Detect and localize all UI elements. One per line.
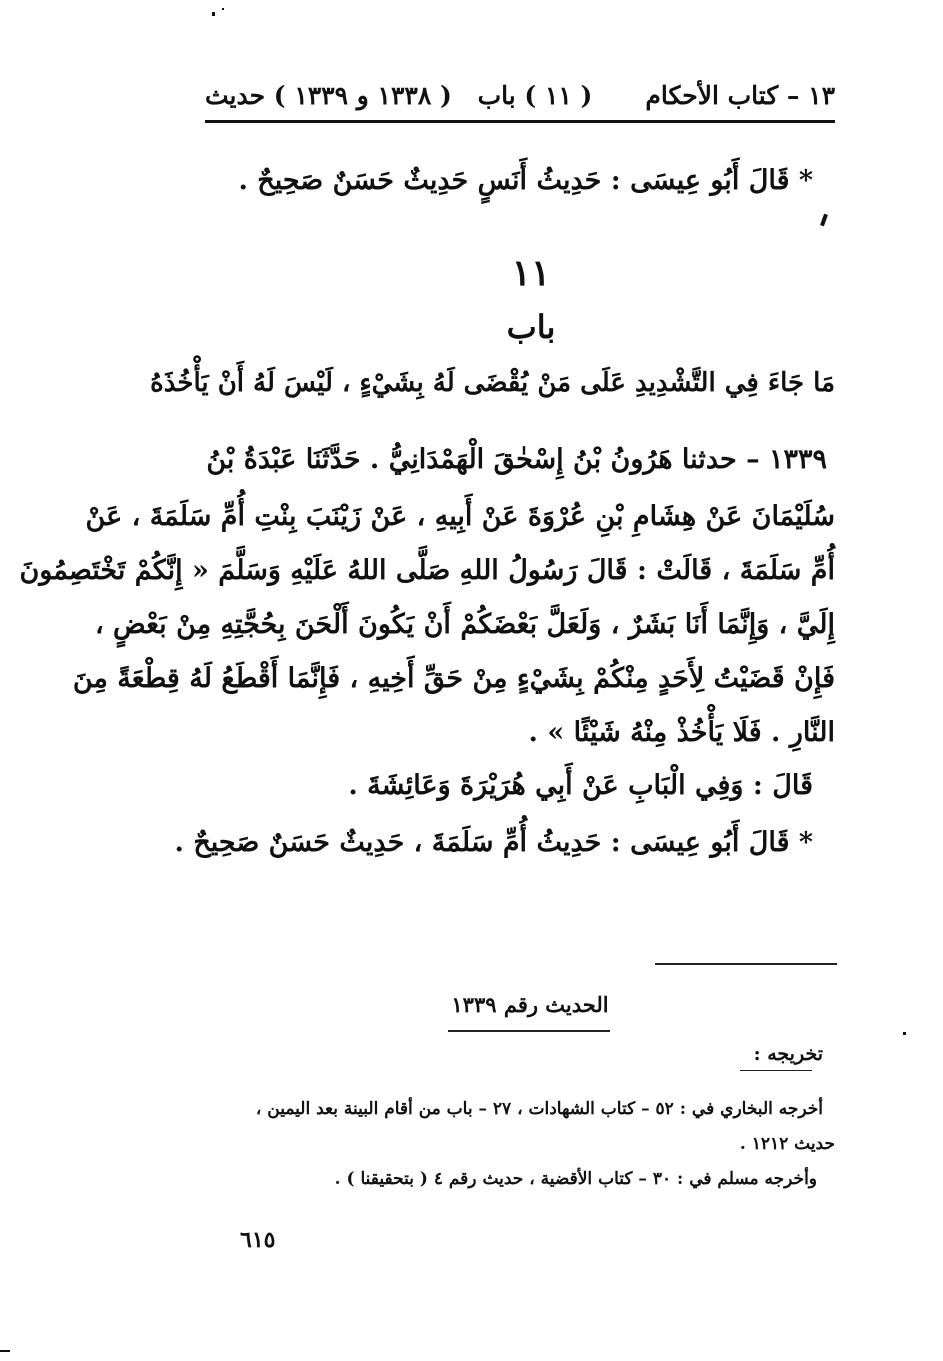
footnote-title: الحديث رقم ١٣٣٩: [451, 992, 609, 1017]
chapter-number: ١١: [511, 252, 551, 294]
page-number: ٦١٥: [240, 1227, 276, 1253]
header-rule: [205, 120, 835, 123]
footnote-heading: تخريجه :: [753, 1043, 823, 1065]
scan-speck: [820, 214, 828, 227]
running-header: [205, 74, 835, 118]
hadith-line: فَإِنْ قَضَيْتُ لِأَحَدٍ مِنْكُمْ بِشَيْءٍ مِنْ حَقِّ أَخِيهِ ، فَإِنَّمَا أَقْطَعُ لَهُ قِطْعَةً مِنَ: [72, 663, 835, 694]
chapter-title: مَا جَاءَ فِي التَّشْدِيدِ عَلَى مَنْ يُقْضَى لَهُ بِشَيْءٍ ، لَيْسَ لَهُ أَنْ يَأْخُذَهُ: [150, 368, 835, 398]
footnote-title-underline: [448, 1030, 610, 1032]
scan-speck: [0, 1350, 10, 1352]
footnote-line: أخرجه البخاري في : ٥٢ – كتاب الشهادات ، ٢٧ – باب من أقام البينة بعد اليمين ،: [255, 1099, 823, 1119]
header-chapter: ( ١١ ) باب: [477, 81, 593, 110]
footnote-line: وأخرجه مسلم في : ٣٠ – كتاب الأقضية ، حديث رقم ٤ ( بتحقيقنا ) .: [334, 1169, 817, 1189]
header-hadith-range: ( ١٣٣٨ و ١٣٣٩ ) حديث: [205, 81, 452, 110]
scan-speck: [212, 12, 215, 16]
grading-line: * قَالَ أَبُو عِيسَى : حَدِيثُ أُمِّ سَلَمَةَ ، حَدِيثٌ حَسَنٌ صَحِيحٌ .: [174, 827, 813, 858]
chapter-word: باب: [506, 308, 556, 346]
header-book-title: ١٣ – كتاب الأحكام: [645, 81, 835, 110]
hadith-line: النَّارِ . فَلَا يَأْخُذْ مِنْهُ شَيْئًا » .: [528, 717, 835, 748]
hadith-line: ١٣٣٩ – حدثنا هَرُونُ بْنُ إِسْحٰقَ الْهَمْدَانِيُّ . حَدَّثَنَا عَبْدَةُ بْنُ: [206, 444, 827, 475]
chapter-also-line: قَالَ : وَفِي الْبَابِ عَنْ أَبِي هُرَيْرَةَ وَعَائِشَةَ .: [348, 770, 813, 801]
scan-speck: [903, 1032, 906, 1035]
footnote-line: حديث ١٢١٢ .: [739, 1134, 835, 1154]
footnote-separator: [655, 963, 837, 965]
hadith-line: إِلَيَّ ، وَإِنَّمَا أَنَا بَشَرٌ ، وَلَعَلَّ بَعْضَكُمْ أَنْ يَكُونَ أَلْحَنَ بِحُجَّتِهِ مِنْ بَعْضٍ ،: [94, 609, 835, 640]
previous-grading-line: * قَالَ أَبُو عِيسَى : حَدِيثُ أَنَسٍ حَدِيثٌ حَسَنٌ صَحِيحٌ .: [238, 165, 813, 196]
footnote-heading-underline: [740, 1070, 812, 1071]
hadith-line: سُلَيْمَانَ عَنْ هِشَامِ بْنِ عُرْوَةَ عَنْ أَبِيهِ ، عَنْ زَيْنَبَ بِنْتِ أُمِّ سَلَمَةَ ، عَنْ: [85, 501, 835, 532]
hadith-line: أُمِّ سَلَمَةَ ، قَالَتْ : قَالَ رَسُولُ اللهِ صَلَّى اللهُ عَلَيْهِ وَسَلَّمَ « إِنَّكُمْ تَخْتَصِمُونَ: [19, 555, 835, 586]
scan-speck: [222, 8, 224, 10]
